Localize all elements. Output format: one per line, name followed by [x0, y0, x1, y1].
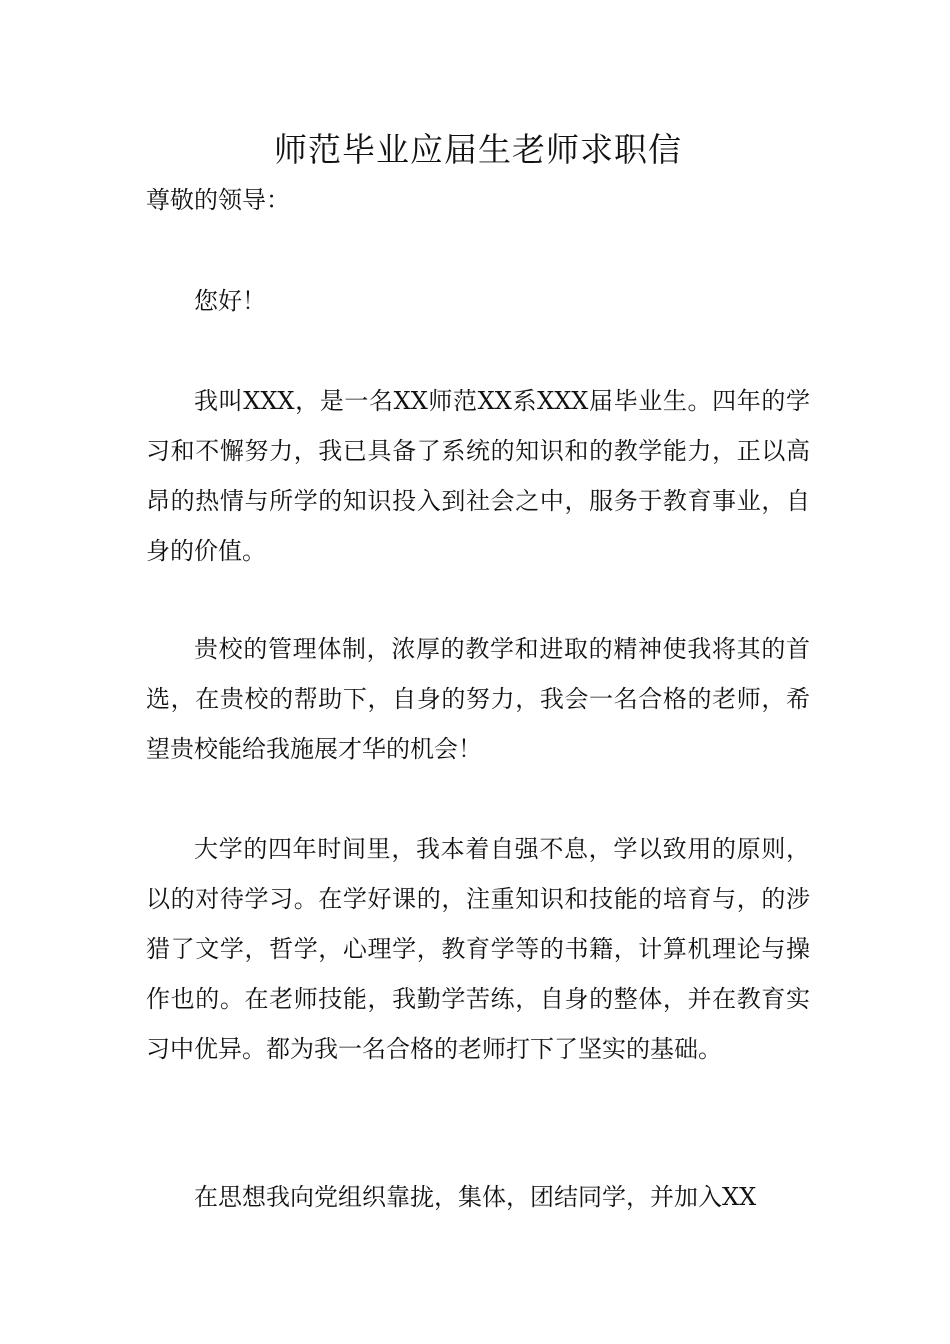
paragraph-study: 大学的四年时间里，我本着自强不息，学以致用的原则，以的对待学习。在学好课的，注重知识和技能的培育与，的涉猎了文学，哲学，心理学，教育学等的书籍，计算机理论与操作也的。在老师技能，我勤学苦练，自身的整体，并在教育实习中优异。都为我一名合格的老师打下了坚实的基础。 [146, 835, 810, 1063]
salutation: 尊敬的领导： [146, 186, 290, 214]
document-page [146, 0, 810, 1344]
paragraph-thought: 在思想我向党组织靠拢，集体，团结同学，并加入XX [194, 1183, 757, 1211]
paragraph-school: 贵校的管理体制，浓厚的教学和进取的精神使我将其的首选，在贵校的帮助下，自身的努力，我会一名合格的老师，希望贵校能给我施展才华的机会！ [146, 635, 810, 763]
paragraph-intro: 我叫XXX，是一名XX师范XX系XXX届毕业生。四年的学习和不懈努力，我已具备了系统的知识和的教学能力，正以高昂的热情与所学的知识投入到社会之中，服务于教育事业，自身的价值。 [146, 387, 810, 565]
paragraph-greeting: 您好！ [194, 287, 266, 315]
document-title: 师范毕业应届生老师求职信 [274, 130, 682, 169]
